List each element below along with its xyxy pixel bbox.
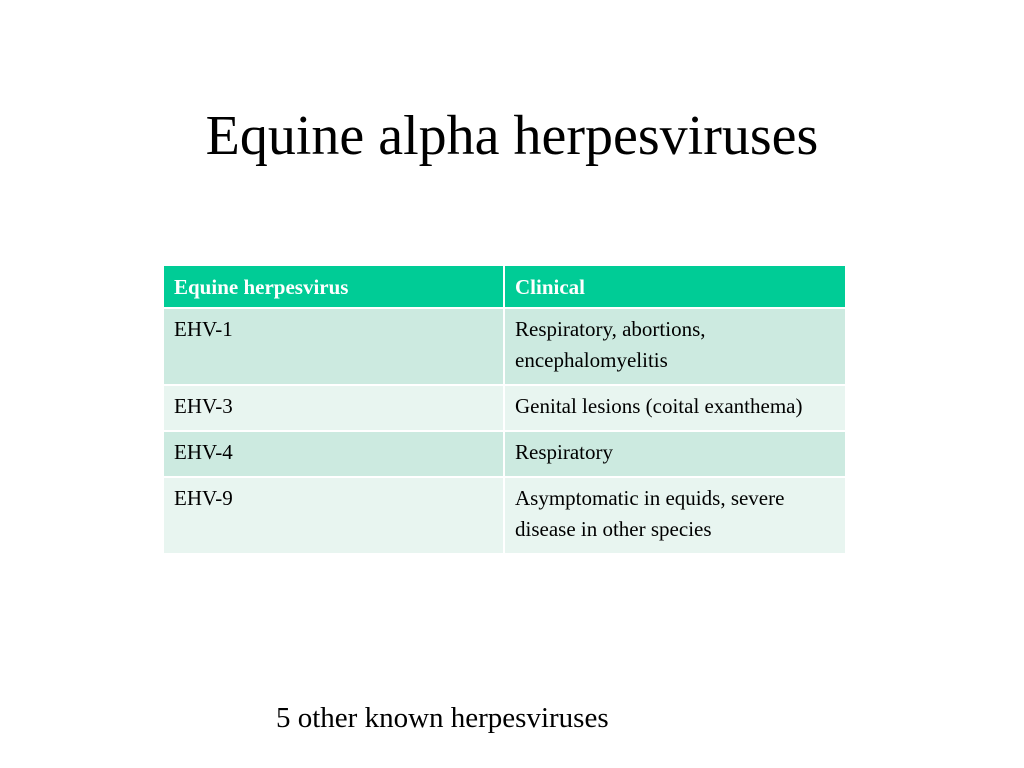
virus-cell: EHV-3 [163, 385, 504, 431]
column-header-virus: Equine herpesvirus [163, 265, 504, 308]
table-row [163, 477, 846, 554]
virus-cell: EHV-1 [163, 308, 504, 385]
table-row [163, 385, 846, 431]
clinical-cell: Genital lesions (coital exanthema) [504, 385, 846, 431]
clinical-cell: Respiratory [504, 431, 846, 477]
virus-cell: EHV-4 [163, 431, 504, 477]
table-row [163, 308, 846, 385]
slide-title: Equine alpha herpesviruses [205, 105, 819, 167]
table-header-row [163, 265, 846, 308]
table-row [163, 431, 846, 477]
virus-cell: EHV-9 [163, 477, 504, 554]
column-header-clinical: Clinical [504, 265, 846, 308]
clinical-cell: Asymptomatic in equids, severe disease in other species [504, 477, 846, 554]
clinical-cell: Respiratory, abortions, encephalomyelitis [504, 308, 846, 385]
herpesvirus-table-container [162, 264, 845, 555]
herpesvirus-table [162, 264, 847, 555]
slide-footnote: 5 other known herpesviruses [276, 702, 609, 734]
